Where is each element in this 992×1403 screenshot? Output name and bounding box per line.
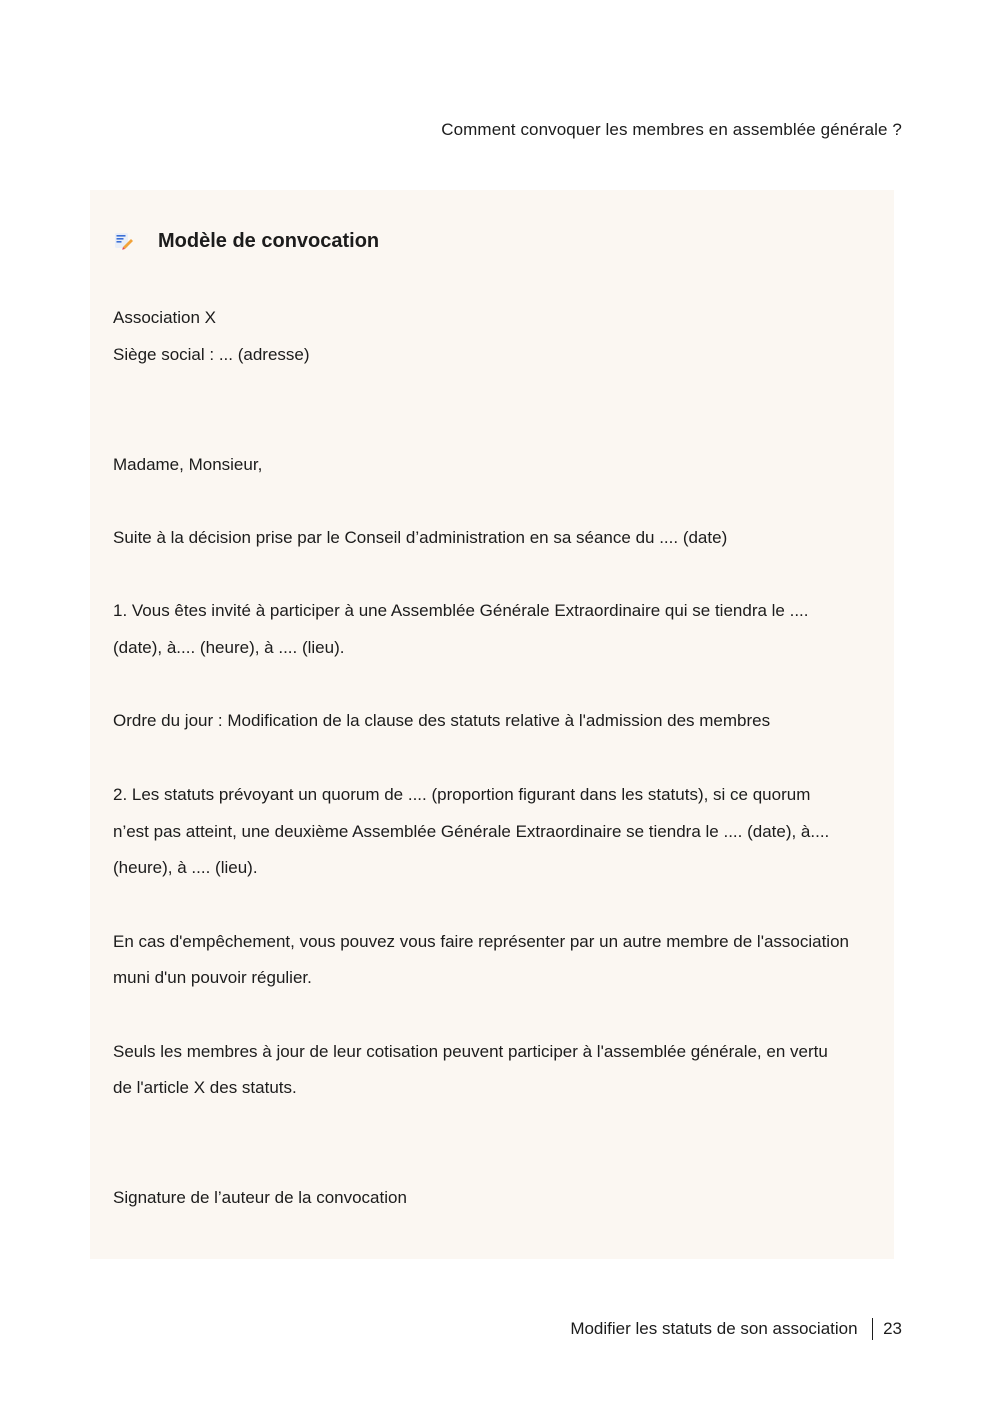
text-line: Suite à la décision prise par le Conseil d’administration en sa séance du .... (date) bbox=[113, 528, 728, 547]
box-heading bbox=[113, 228, 379, 254]
text-line: muni d'un pouvoir régulier. bbox=[113, 968, 312, 987]
text-line: Siège social : ... (adresse) bbox=[113, 345, 310, 364]
text-line: Seuls les membres à jour de leur cotisation peuvent participer à l'assemblée générale, en vertu bbox=[113, 1042, 828, 1061]
box-title: Modèle de convocation bbox=[158, 230, 380, 252]
text-line: 2. Les statuts prévoyant un quorum de .... (proportion figurant dans les statuts), si ce quorum bbox=[113, 785, 811, 804]
running-head: Comment convoquer les membres en assemblée générale ? bbox=[441, 120, 902, 139]
text-line: (heure), à .... (lieu). bbox=[113, 858, 258, 877]
footer-section-title: Modifier les statuts de son association bbox=[570, 1319, 858, 1338]
page-number: 23 bbox=[883, 1319, 902, 1338]
text-line: Madame, Monsieur, bbox=[113, 455, 263, 474]
footer-divider bbox=[872, 1318, 874, 1340]
page-footer bbox=[570, 1318, 902, 1340]
text-line: (date), à.... (heure), à .... (lieu). bbox=[113, 638, 345, 657]
memo-pencil-icon bbox=[113, 230, 135, 252]
text-line: de l'article X des statuts. bbox=[113, 1078, 297, 1097]
text-line: 1. Vous êtes invité à participer à une Assemblée Générale Extraordinaire qui se tiendra le .... bbox=[113, 601, 809, 620]
text-line: Ordre du jour : Modification de la clause des statuts relative à l'admission des membres bbox=[113, 711, 771, 730]
text-line: Association X bbox=[113, 308, 216, 327]
text-line: En cas d'empêchement, vous pouvez vous faire représenter par un autre membre de l'association bbox=[113, 932, 849, 951]
template-box bbox=[90, 190, 894, 1259]
text-line: Signature de l’auteur de la convocation bbox=[113, 1188, 407, 1207]
text-line: n’est pas atteint, une deuxième Assemblée Générale Extraordinaire se tiendra le .... (date), à.... bbox=[113, 822, 830, 841]
